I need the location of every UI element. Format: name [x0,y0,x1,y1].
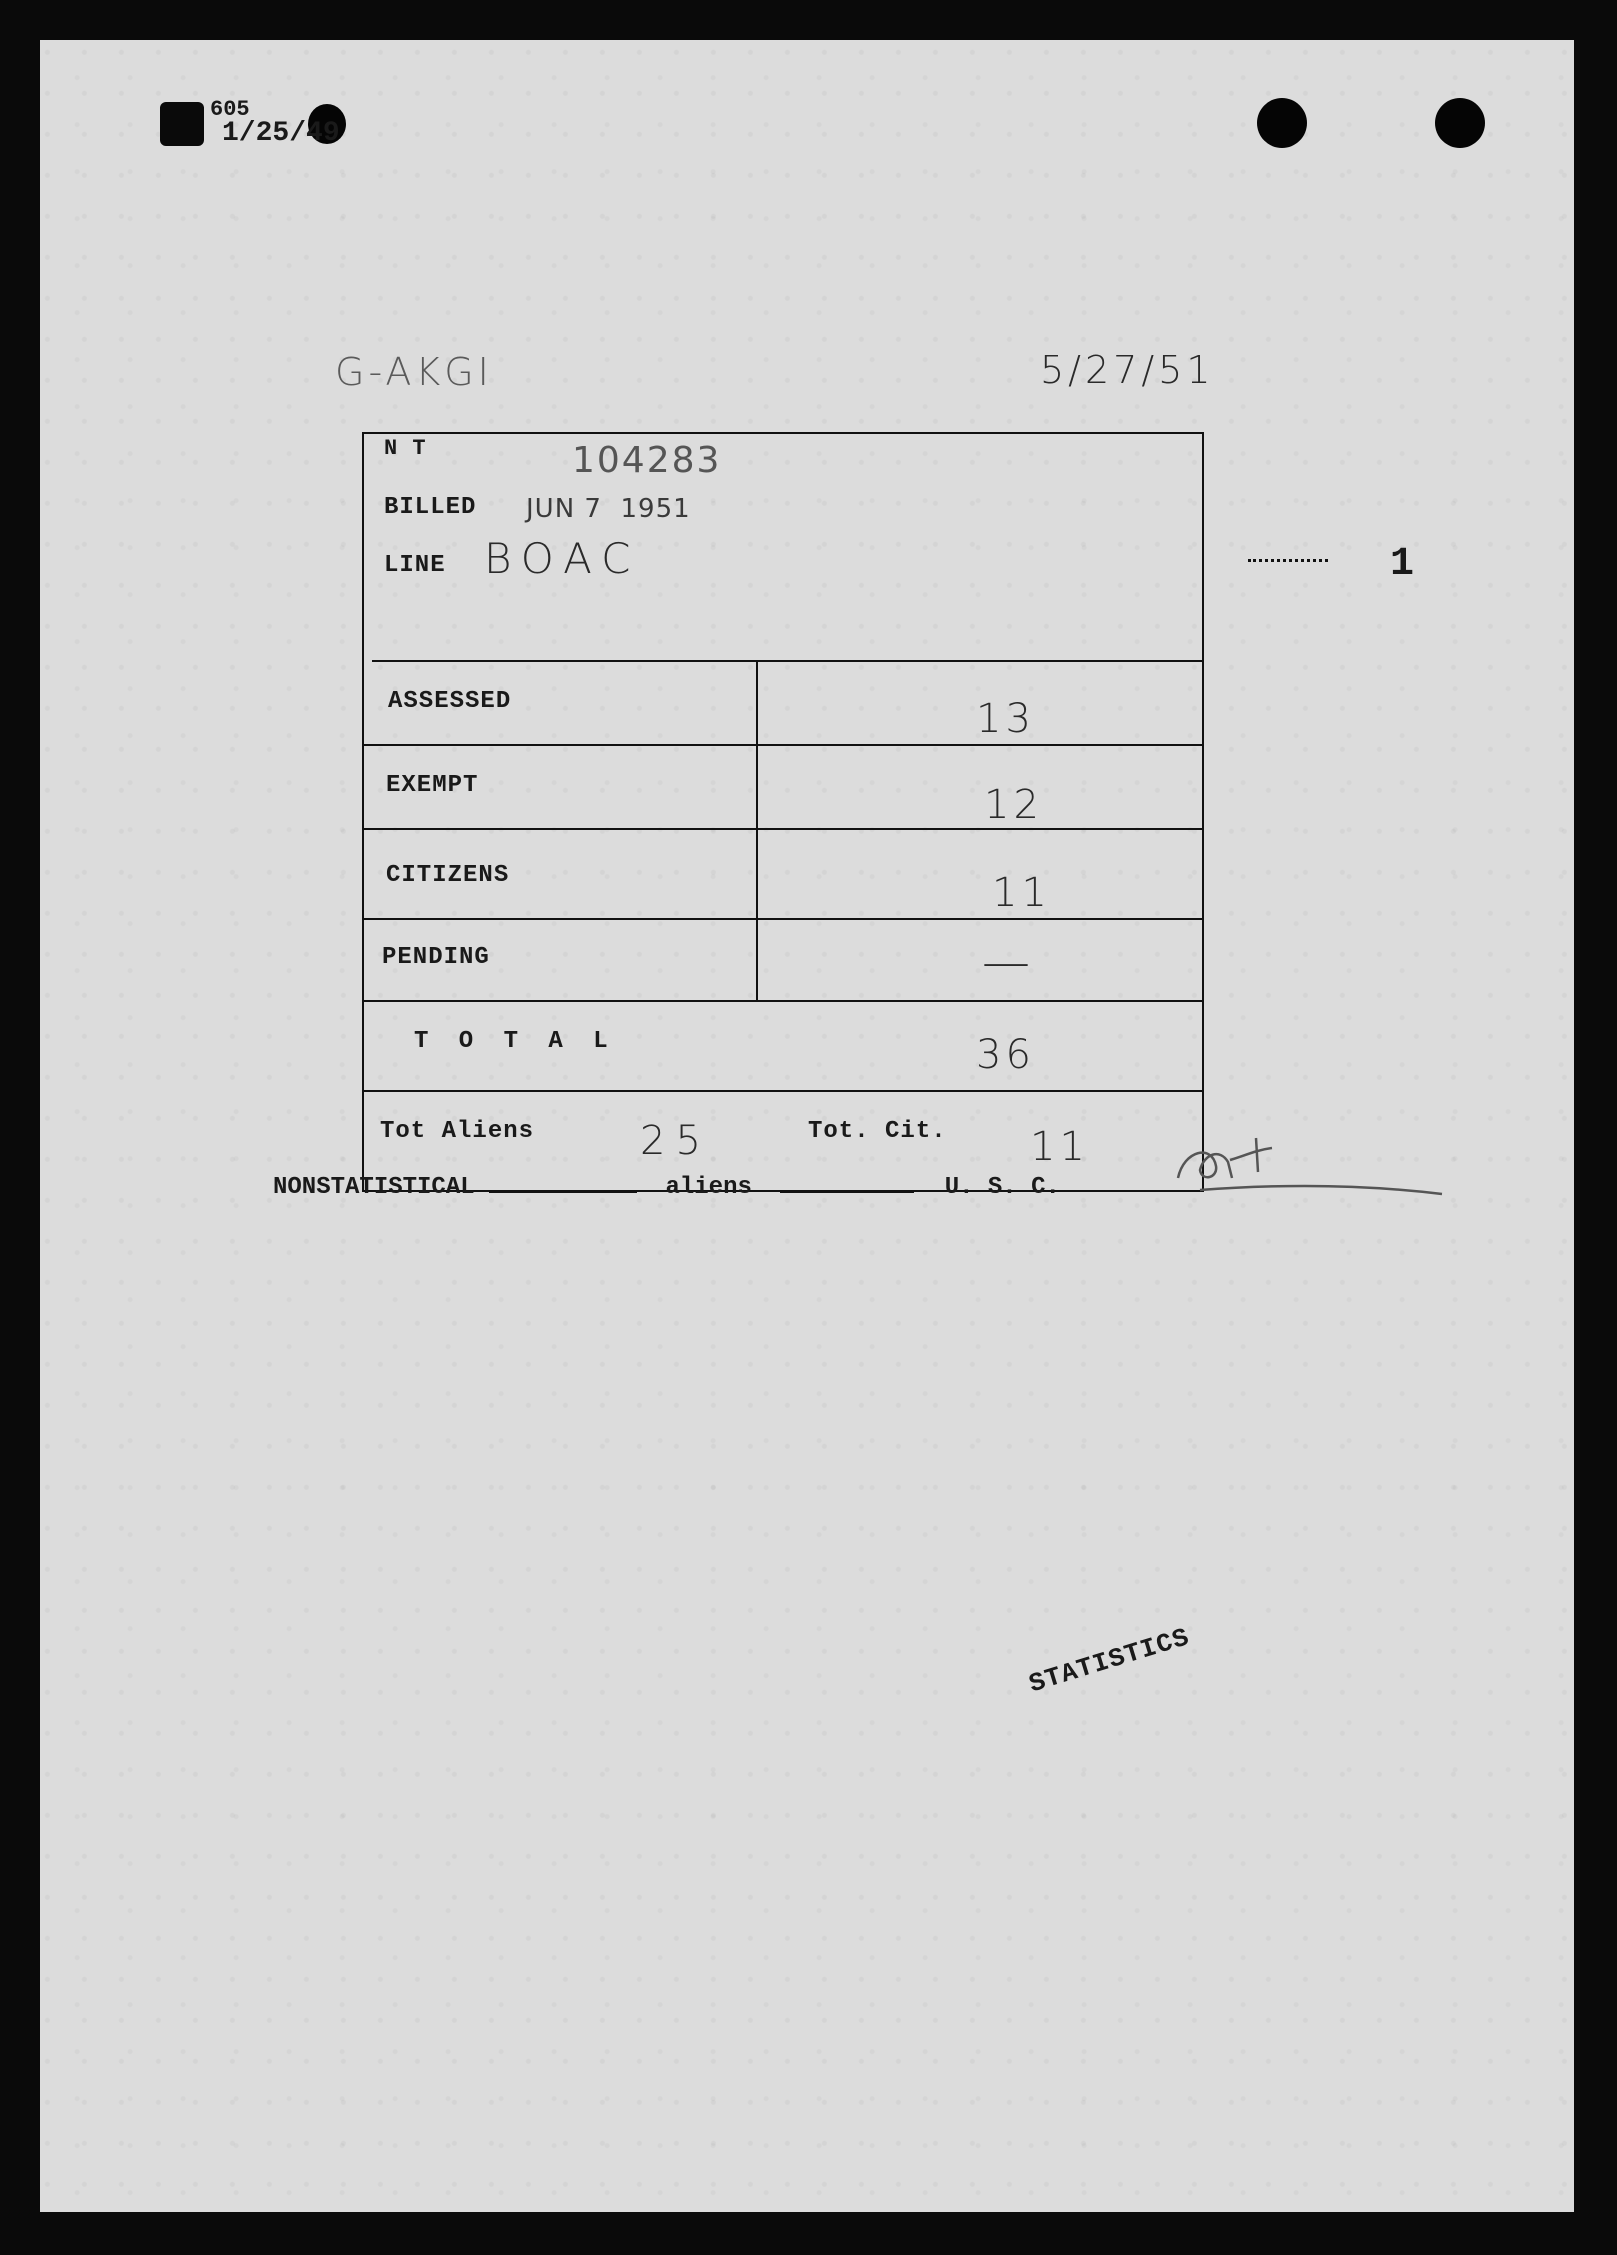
line-value: BOAC [484,534,641,583]
pending-label: PENDING [382,944,490,971]
usc-label: U. S. C. [944,1174,1060,1201]
punch-hole-left [1257,98,1307,148]
side-mark-number: 1 [1390,542,1415,587]
citizens-label: CITIZENS [386,862,510,889]
side-mark-dashes [1248,559,1328,562]
billed-label: BILLED [384,494,477,521]
grid-divider [756,660,758,1000]
corner-blot-ink [160,102,204,146]
registration-handwritten: G-AKGI [335,350,493,394]
pending-value: — [982,934,1034,990]
grid-line-1 [372,660,1202,662]
aliens-label: aliens [665,1174,752,1201]
grid-line-3 [364,828,1202,830]
date-handwritten: 5/27/51 [1040,348,1215,392]
assessed-value: 13 [976,696,1035,742]
punch-hole-right [1435,98,1485,148]
document-page [40,40,1574,2212]
assessed-label: ASSESSED [388,688,512,715]
nonstatistical-label: NONSTATISTICAL [273,1174,475,1201]
line-label: LINE [384,552,446,579]
entry-form-box [362,432,1204,1192]
tot-aliens-value: 25 [640,1118,711,1164]
nonstatistical-blank [489,1191,637,1193]
citizens-value: 11 [992,870,1051,916]
tot-cit-label: Tot. Cit. [808,1118,947,1145]
exempt-value: 12 [984,782,1043,828]
total-label: T O T A L [414,1028,616,1055]
side-mark [1248,548,1328,573]
corner-stamp-line2: 1/25/49 [222,118,340,149]
total-value: 36 [976,1032,1035,1078]
exempt-label: EXEMPT [386,772,479,799]
tot-aliens-label: Tot Aliens [380,1118,535,1145]
grid-line-6 [364,1090,1202,1092]
nt-number: 104283 [572,440,722,481]
grid-line-4 [364,918,1202,920]
initials-signature [1160,1120,1450,1200]
corner-stamp-line1: 605 [210,97,250,122]
grid-line-2 [364,744,1202,746]
billed-date: JUN 7 1951 [526,494,691,524]
tot-cit-value: 11 [1030,1124,1089,1170]
nonstatistical-line [273,1174,1060,1201]
grid-line-5 [364,1000,1202,1002]
nt-label: N T [384,436,427,461]
aliens-blank [780,1191,914,1193]
statistics-stamp: STATISTICS [1025,1622,1194,1700]
